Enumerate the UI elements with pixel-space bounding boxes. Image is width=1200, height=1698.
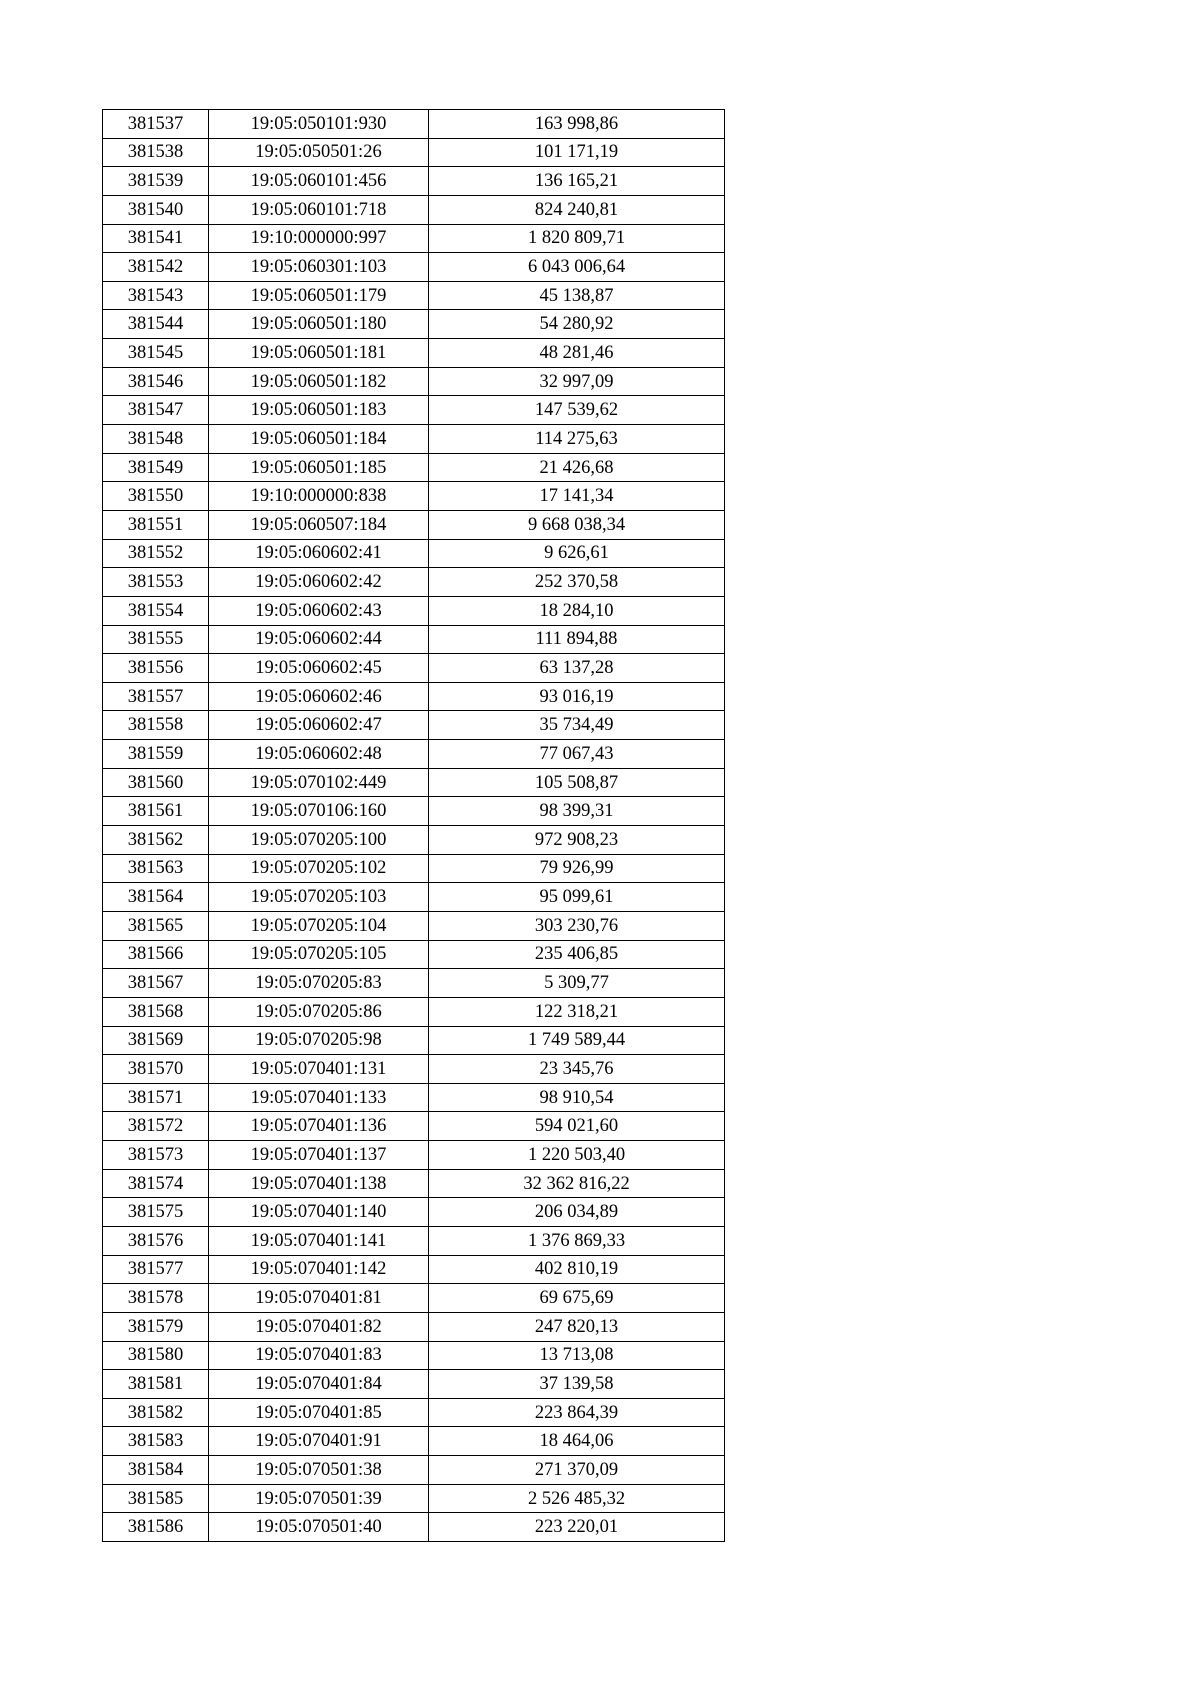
row-number-cell: 381586 [103, 1513, 209, 1542]
table-row [103, 1026, 725, 1055]
table-row [103, 1312, 725, 1341]
row-number-cell: 381570 [103, 1055, 209, 1084]
cadastral-value-cell: 13 713,08 [429, 1341, 725, 1370]
cadastral-number-cell: 19:05:060602:46 [209, 682, 429, 711]
cadastral-number-cell: 19:05:060501:185 [209, 453, 429, 482]
row-number-cell: 381583 [103, 1427, 209, 1456]
cadastral-value-cell: 93 016,19 [429, 682, 725, 711]
cadastral-number-cell: 19:05:070401:136 [209, 1112, 429, 1141]
table-row [103, 1055, 725, 1084]
row-number-cell: 381544 [103, 310, 209, 339]
cadastral-number-cell: 19:05:050501:26 [209, 138, 429, 167]
table-row [103, 1141, 725, 1170]
row-number-cell: 381574 [103, 1169, 209, 1198]
cadastral-number-cell: 19:05:070106:160 [209, 797, 429, 826]
cadastral-value-cell: 18 284,10 [429, 596, 725, 625]
table-row [103, 740, 725, 769]
table-row [103, 1226, 725, 1255]
cadastral-number-cell: 19:05:070401:83 [209, 1341, 429, 1370]
cadastral-number-cell: 19:05:060501:180 [209, 310, 429, 339]
cadastral-number-cell: 19:05:060602:45 [209, 654, 429, 683]
table-row [103, 1484, 725, 1513]
row-number-cell: 381537 [103, 110, 209, 139]
cadastral-number-cell: 19:05:070401:137 [209, 1141, 429, 1170]
row-number-cell: 381552 [103, 539, 209, 568]
cadastral-value-cell: 95 099,61 [429, 883, 725, 912]
row-number-cell: 381569 [103, 1026, 209, 1055]
cadastral-value-cell: 1 749 589,44 [429, 1026, 725, 1055]
table-row [103, 482, 725, 511]
cadastral-number-cell: 19:05:070205:105 [209, 940, 429, 969]
cadastral-value-cell: 271 370,09 [429, 1456, 725, 1485]
cadastral-number-cell: 19:05:070501:38 [209, 1456, 429, 1485]
table-row [103, 596, 725, 625]
cadastral-number-cell: 19:10:000000:997 [209, 224, 429, 253]
cadastral-value-cell: 98 399,31 [429, 797, 725, 826]
table-row [103, 883, 725, 912]
row-number-cell: 381561 [103, 797, 209, 826]
cadastral-value-cell: 972 908,23 [429, 826, 725, 855]
cadastral-number-cell: 19:05:060507:184 [209, 510, 429, 539]
table-row [103, 253, 725, 282]
cadastral-value-cell: 79 926,99 [429, 854, 725, 883]
cadastral-number-cell: 19:05:070205:98 [209, 1026, 429, 1055]
cadastral-value-cell: 223 220,01 [429, 1513, 725, 1542]
cadastral-number-cell: 19:05:070401:85 [209, 1398, 429, 1427]
row-number-cell: 381576 [103, 1226, 209, 1255]
cadastral-number-cell: 19:05:060602:43 [209, 596, 429, 625]
cadastral-value-cell: 163 998,86 [429, 110, 725, 139]
table-row [103, 1370, 725, 1399]
cadastral-value-cell: 2 526 485,32 [429, 1484, 725, 1513]
cadastral-value-table [102, 109, 725, 1542]
table-row [103, 768, 725, 797]
cadastral-value-cell: 17 141,34 [429, 482, 725, 511]
cadastral-number-cell: 19:05:060501:179 [209, 281, 429, 310]
row-number-cell: 381545 [103, 339, 209, 368]
cadastral-number-cell: 19:05:050101:930 [209, 110, 429, 139]
row-number-cell: 381563 [103, 854, 209, 883]
table-row [103, 138, 725, 167]
cadastral-value-cell: 37 139,58 [429, 1370, 725, 1399]
table-row [103, 911, 725, 940]
cadastral-number-cell: 19:05:060602:41 [209, 539, 429, 568]
cadastral-value-cell: 77 067,43 [429, 740, 725, 769]
row-number-cell: 381581 [103, 1370, 209, 1399]
table-row [103, 1284, 725, 1313]
cadastral-number-cell: 19:05:060602:47 [209, 711, 429, 740]
row-number-cell: 381580 [103, 1341, 209, 1370]
cadastral-value-cell: 1 820 809,71 [429, 224, 725, 253]
row-number-cell: 381553 [103, 568, 209, 597]
row-number-cell: 381547 [103, 396, 209, 425]
cadastral-number-cell: 19:05:070205:103 [209, 883, 429, 912]
row-number-cell: 381573 [103, 1141, 209, 1170]
cadastral-value-cell: 45 138,87 [429, 281, 725, 310]
cadastral-number-cell: 19:05:060101:718 [209, 195, 429, 224]
cadastral-value-cell: 6 043 006,64 [429, 253, 725, 282]
cadastral-number-cell: 19:05:070401:142 [209, 1255, 429, 1284]
table-body [103, 110, 725, 1542]
cadastral-value-cell: 48 281,46 [429, 339, 725, 368]
row-number-cell: 381546 [103, 367, 209, 396]
cadastral-number-cell: 19:05:060602:44 [209, 625, 429, 654]
table-row [103, 854, 725, 883]
cadastral-number-cell: 19:05:060501:183 [209, 396, 429, 425]
table-row [103, 797, 725, 826]
row-number-cell: 381557 [103, 682, 209, 711]
table-row [103, 1112, 725, 1141]
row-number-cell: 381565 [103, 911, 209, 940]
table-row [103, 1341, 725, 1370]
table-row [103, 940, 725, 969]
cadastral-number-cell: 19:05:070401:140 [209, 1198, 429, 1227]
cadastral-number-cell: 19:05:070501:39 [209, 1484, 429, 1513]
row-number-cell: 381585 [103, 1484, 209, 1513]
cadastral-number-cell: 19:05:070401:131 [209, 1055, 429, 1084]
table-row [103, 1456, 725, 1485]
cadastral-value-cell: 114 275,63 [429, 425, 725, 454]
cadastral-value-cell: 111 894,88 [429, 625, 725, 654]
cadastral-value-cell: 252 370,58 [429, 568, 725, 597]
cadastral-value-cell: 105 508,87 [429, 768, 725, 797]
cadastral-number-cell: 19:05:070102:449 [209, 768, 429, 797]
cadastral-number-cell: 19:05:060602:48 [209, 740, 429, 769]
table-row [103, 110, 725, 139]
table-row [103, 195, 725, 224]
table-row [103, 367, 725, 396]
row-number-cell: 381577 [103, 1255, 209, 1284]
cadastral-number-cell: 19:10:000000:838 [209, 482, 429, 511]
cadastral-value-cell: 303 230,76 [429, 911, 725, 940]
table-row [103, 224, 725, 253]
row-number-cell: 381578 [103, 1284, 209, 1313]
row-number-cell: 381551 [103, 510, 209, 539]
cadastral-number-cell: 19:05:070205:104 [209, 911, 429, 940]
cadastral-value-cell: 824 240,81 [429, 195, 725, 224]
cadastral-value-cell: 69 675,69 [429, 1284, 725, 1313]
cadastral-number-cell: 19:05:060501:182 [209, 367, 429, 396]
table-row [103, 1513, 725, 1542]
cadastral-number-cell: 19:05:060501:181 [209, 339, 429, 368]
table-row [103, 1427, 725, 1456]
cadastral-number-cell: 19:05:060301:103 [209, 253, 429, 282]
cadastral-value-cell: 9 626,61 [429, 539, 725, 568]
row-number-cell: 381566 [103, 940, 209, 969]
row-number-cell: 381540 [103, 195, 209, 224]
table-row [103, 654, 725, 683]
cadastral-number-cell: 19:05:070205:86 [209, 997, 429, 1026]
cadastral-value-cell: 235 406,85 [429, 940, 725, 969]
row-number-cell: 381584 [103, 1456, 209, 1485]
cadastral-value-cell: 1 376 869,33 [429, 1226, 725, 1255]
row-number-cell: 381559 [103, 740, 209, 769]
table-row [103, 1169, 725, 1198]
cadastral-value-cell: 223 864,39 [429, 1398, 725, 1427]
table-row [103, 1398, 725, 1427]
cadastral-number-cell: 19:05:070401:133 [209, 1083, 429, 1112]
table-row [103, 339, 725, 368]
cadastral-value-cell: 63 137,28 [429, 654, 725, 683]
row-number-cell: 381575 [103, 1198, 209, 1227]
cadastral-number-cell: 19:05:070401:141 [209, 1226, 429, 1255]
table-row [103, 625, 725, 654]
table-row [103, 1083, 725, 1112]
cadastral-number-cell: 19:05:060602:42 [209, 568, 429, 597]
table-row [103, 310, 725, 339]
row-number-cell: 381571 [103, 1083, 209, 1112]
cadastral-value-cell: 122 318,21 [429, 997, 725, 1026]
table-row [103, 1255, 725, 1284]
cadastral-value-cell: 32 362 816,22 [429, 1169, 725, 1198]
cadastral-value-cell: 206 034,89 [429, 1198, 725, 1227]
row-number-cell: 381548 [103, 425, 209, 454]
table-row [103, 969, 725, 998]
cadastral-value-cell: 9 668 038,34 [429, 510, 725, 539]
cadastral-number-cell: 19:05:070205:83 [209, 969, 429, 998]
table-row [103, 711, 725, 740]
row-number-cell: 381582 [103, 1398, 209, 1427]
row-number-cell: 381554 [103, 596, 209, 625]
cadastral-number-cell: 19:05:070401:81 [209, 1284, 429, 1313]
cadastral-number-cell: 19:05:070205:100 [209, 826, 429, 855]
cadastral-number-cell: 19:05:070401:91 [209, 1427, 429, 1456]
cadastral-value-cell: 54 280,92 [429, 310, 725, 339]
cadastral-value-cell: 402 810,19 [429, 1255, 725, 1284]
row-number-cell: 381550 [103, 482, 209, 511]
cadastral-number-cell: 19:05:070205:102 [209, 854, 429, 883]
row-number-cell: 381560 [103, 768, 209, 797]
row-number-cell: 381572 [103, 1112, 209, 1141]
table-row [103, 396, 725, 425]
row-number-cell: 381558 [103, 711, 209, 740]
row-number-cell: 381549 [103, 453, 209, 482]
cadastral-value-cell: 1 220 503,40 [429, 1141, 725, 1170]
cadastral-value-cell: 23 345,76 [429, 1055, 725, 1084]
row-number-cell: 381555 [103, 625, 209, 654]
table-row [103, 997, 725, 1026]
table-row [103, 510, 725, 539]
row-number-cell: 381562 [103, 826, 209, 855]
row-number-cell: 381543 [103, 281, 209, 310]
table-row [103, 1198, 725, 1227]
cadastral-number-cell: 19:05:070501:40 [209, 1513, 429, 1542]
row-number-cell: 381541 [103, 224, 209, 253]
cadastral-value-cell: 147 539,62 [429, 396, 725, 425]
cadastral-number-cell: 19:05:070401:82 [209, 1312, 429, 1341]
cadastral-number-cell: 19:05:060101:456 [209, 167, 429, 196]
table-row [103, 826, 725, 855]
row-number-cell: 381568 [103, 997, 209, 1026]
row-number-cell: 381564 [103, 883, 209, 912]
row-number-cell: 381556 [103, 654, 209, 683]
cadastral-value-cell: 98 910,54 [429, 1083, 725, 1112]
table-row [103, 682, 725, 711]
table-row [103, 539, 725, 568]
row-number-cell: 381579 [103, 1312, 209, 1341]
cadastral-value-cell: 32 997,09 [429, 367, 725, 396]
cadastral-value-cell: 21 426,68 [429, 453, 725, 482]
table-row [103, 453, 725, 482]
cadastral-value-cell: 136 165,21 [429, 167, 725, 196]
table-row [103, 568, 725, 597]
cadastral-number-cell: 19:05:070401:138 [209, 1169, 429, 1198]
row-number-cell: 381567 [103, 969, 209, 998]
row-number-cell: 381542 [103, 253, 209, 282]
row-number-cell: 381539 [103, 167, 209, 196]
cadastral-number-cell: 19:05:060501:184 [209, 425, 429, 454]
cadastral-value-cell: 5 309,77 [429, 969, 725, 998]
cadastral-value-cell: 35 734,49 [429, 711, 725, 740]
cadastral-value-cell: 594 021,60 [429, 1112, 725, 1141]
table-row [103, 167, 725, 196]
cadastral-value-cell: 101 171,19 [429, 138, 725, 167]
table-row [103, 425, 725, 454]
table-row [103, 281, 725, 310]
cadastral-number-cell: 19:05:070401:84 [209, 1370, 429, 1399]
cadastral-value-cell: 18 464,06 [429, 1427, 725, 1456]
row-number-cell: 381538 [103, 138, 209, 167]
cadastral-value-cell: 247 820,13 [429, 1312, 725, 1341]
